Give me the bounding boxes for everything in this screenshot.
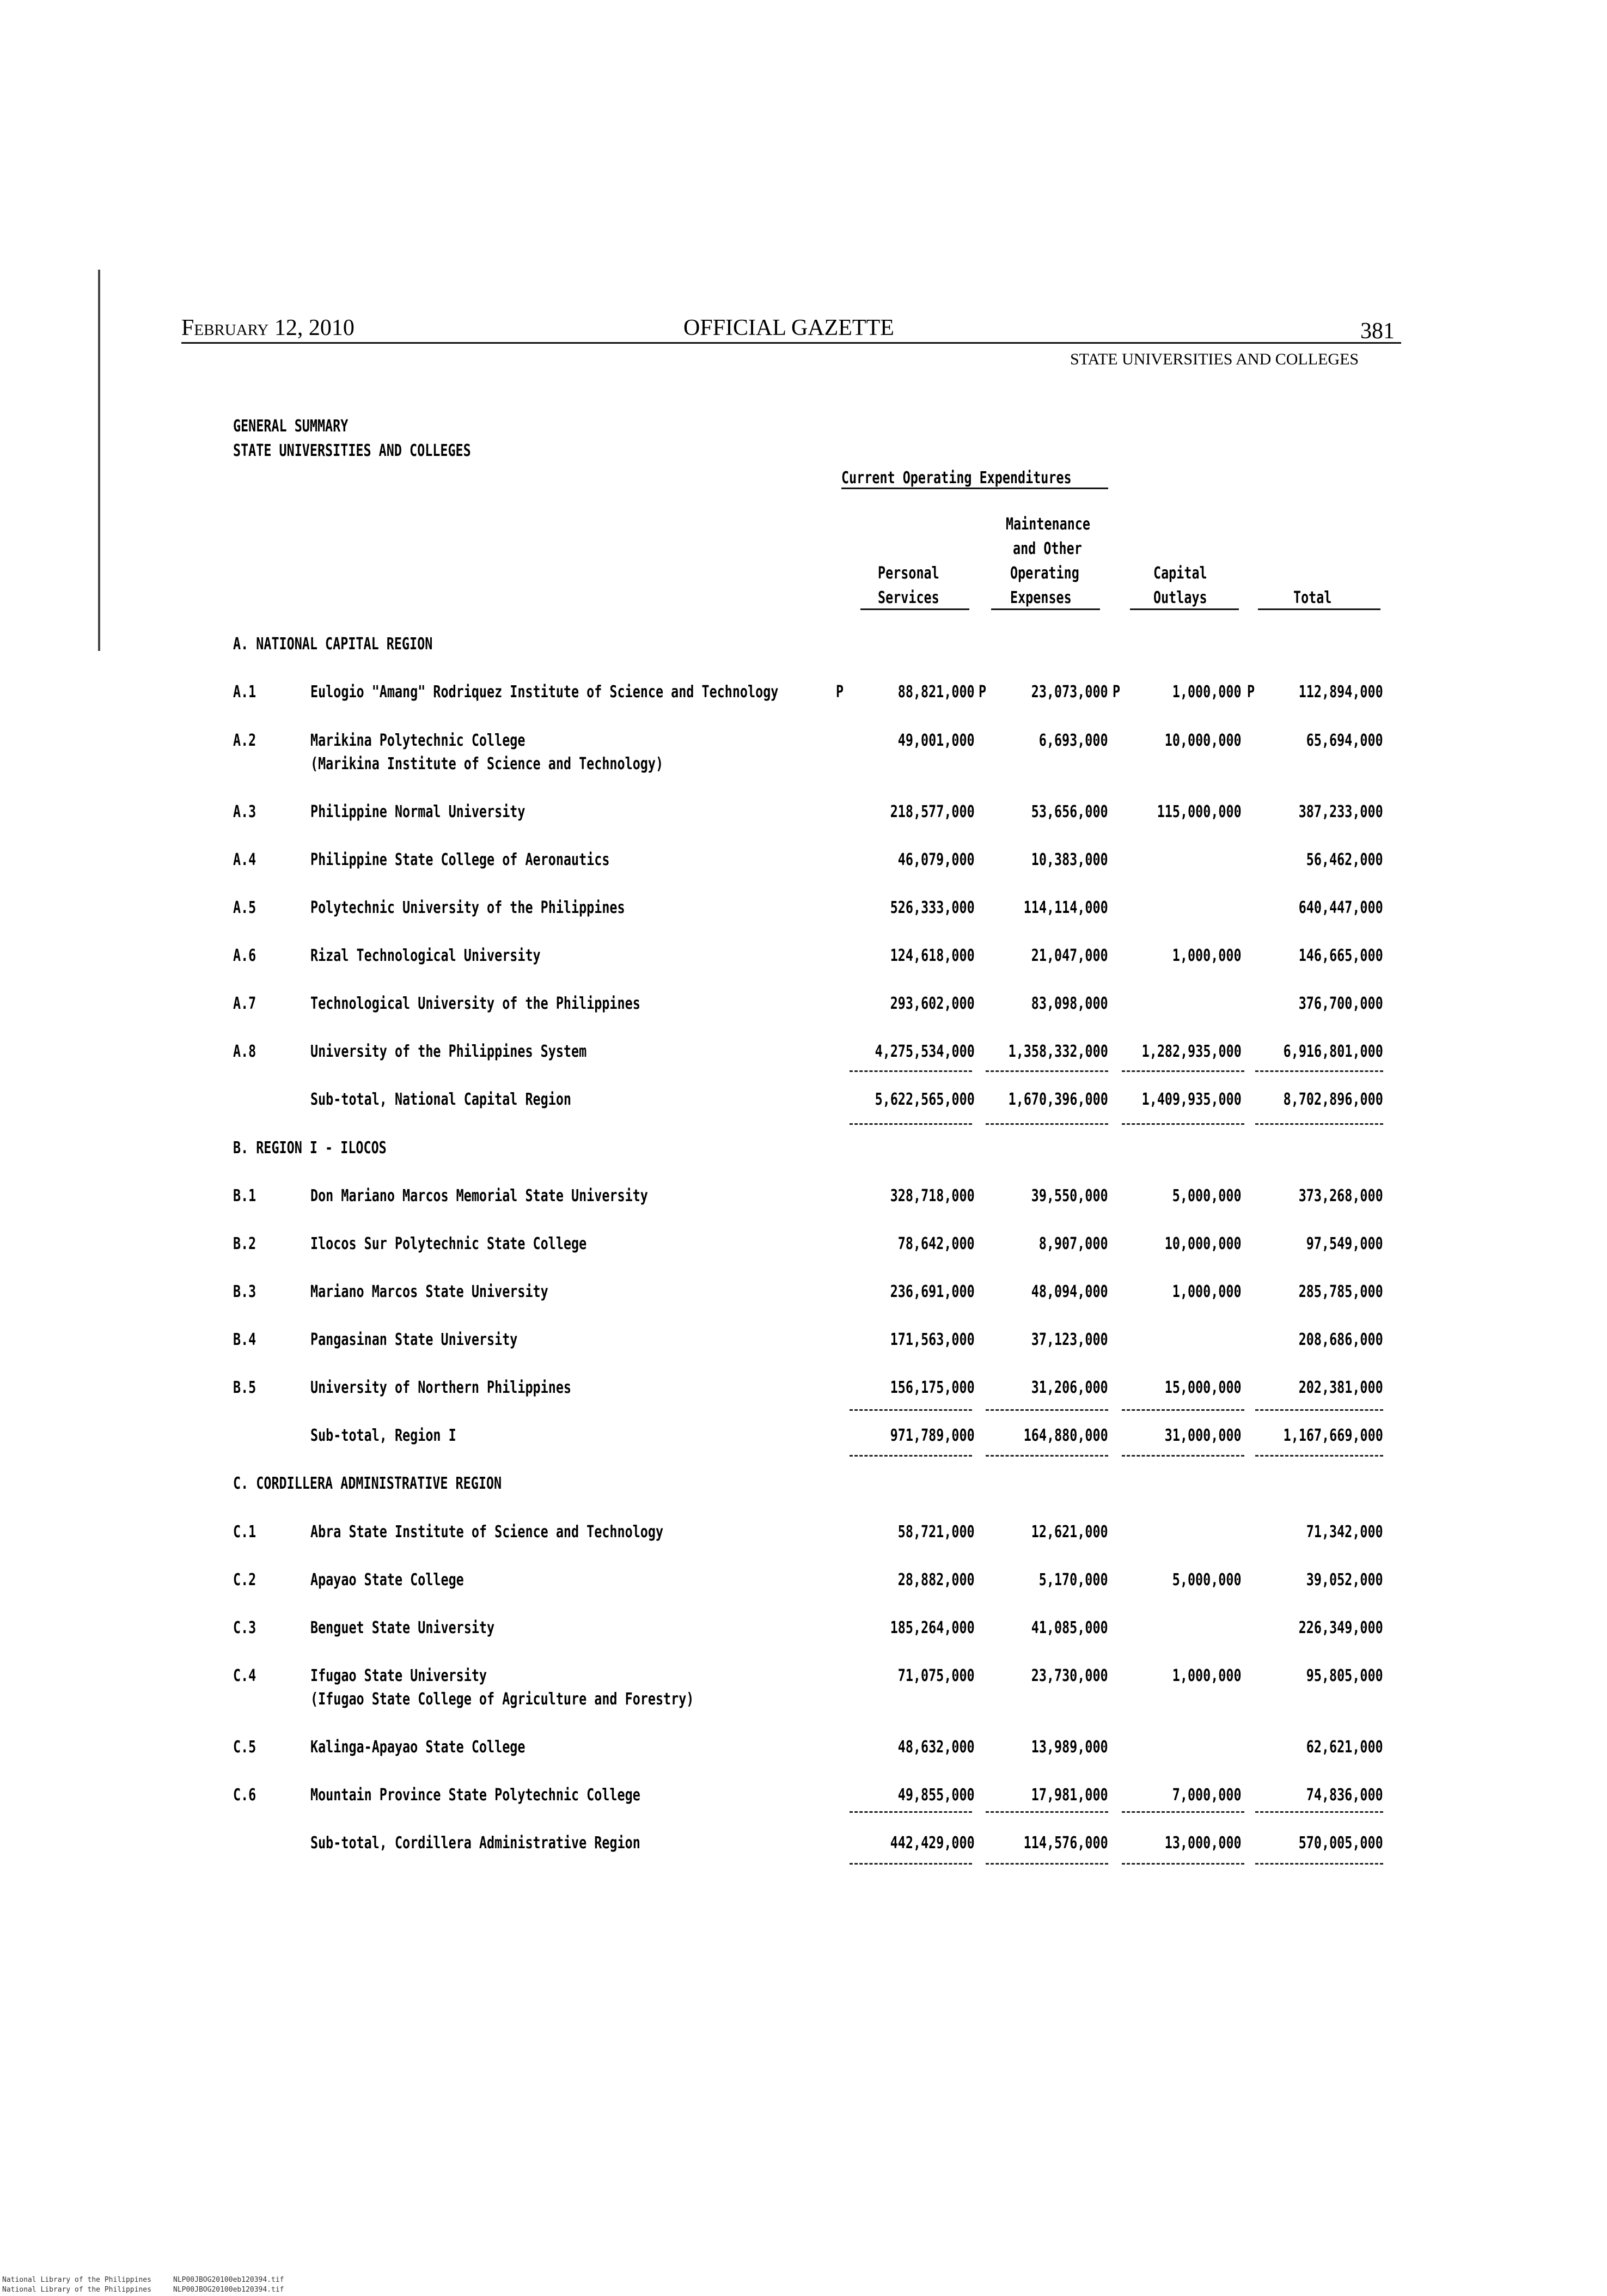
- row-code: C.6: [233, 1786, 256, 1805]
- capital-outlay-value: 1,000,000: [1172, 1282, 1242, 1301]
- col-capital-line1: Capital: [1153, 564, 1207, 583]
- mooe-value: 21,047,000: [1031, 946, 1108, 965]
- institution-name: Mariano Marcos State University: [310, 1282, 548, 1301]
- personal-services-value: 49,855,000: [898, 1786, 975, 1805]
- capital-outlay-value: 1,000,000: [1172, 683, 1242, 702]
- subtotal-rule: [986, 1863, 1108, 1865]
- row-code: C.3: [233, 1618, 256, 1637]
- subtotal-rule: [850, 1123, 972, 1125]
- row-code: C.1: [233, 1522, 256, 1542]
- row-code: B.3: [233, 1282, 256, 1301]
- capital-outlay-value: 10,000,000: [1165, 731, 1242, 750]
- institution-name: Philippine Normal University: [310, 802, 526, 821]
- total-value: 6,916,801,000: [1283, 1042, 1383, 1061]
- mooe-value: 41,085,000: [1031, 1618, 1108, 1637]
- col-mooe-line3: Operating: [1010, 564, 1079, 583]
- col-rule-personal: [860, 608, 969, 610]
- mooe-value: 5,170,000: [1039, 1570, 1108, 1589]
- total-value: 376,700,000: [1299, 994, 1383, 1013]
- personal-services-value: 185,264,000: [890, 1618, 975, 1637]
- total-value: 74,836,000: [1306, 1786, 1383, 1805]
- total-value: 640,447,000: [1299, 898, 1383, 917]
- institution-name: Polytechnic University of the Philippines: [310, 898, 625, 917]
- personal-services-value: 78,642,000: [898, 1234, 975, 1253]
- mooe-value: 83,098,000: [1031, 994, 1108, 1013]
- mooe-value: 6,693,000: [1039, 731, 1108, 750]
- total-value: 387,233,000: [1299, 802, 1383, 821]
- subtotal-mooe: 114,576,000: [1024, 1834, 1108, 1853]
- mooe-value: 37,123,000: [1031, 1330, 1108, 1349]
- mooe-value: 53,656,000: [1031, 802, 1108, 821]
- header-publication: OFFICIAL GAZETTE: [683, 315, 894, 340]
- capital-outlay-value: 1,282,935,000: [1141, 1042, 1242, 1061]
- personal-services-value: 46,079,000: [898, 850, 975, 869]
- subtotal-rule: [850, 1070, 972, 1072]
- mooe-value: 31,206,000: [1031, 1378, 1108, 1397]
- institution-name: Eulogio "Amang" Rodriquez Institute of Science and Technology: [310, 683, 779, 702]
- subtotal-rule: [850, 1455, 972, 1457]
- subtotal-rule: [986, 1123, 1108, 1125]
- group-header: Current Operating Expenditures: [841, 468, 1072, 488]
- personal-services-value: 236,691,000: [890, 1282, 975, 1301]
- peso-sign: P: [836, 683, 844, 702]
- scan-footer-filename: NLP00JBOG20100eb120394.tif: [173, 2276, 284, 2284]
- col-rule-capital: [1130, 608, 1239, 610]
- region-heading: A. NATIONAL CAPITAL REGION: [233, 635, 433, 654]
- institution-former-name: (Marikina Institute of Science and Technology): [310, 754, 664, 774]
- mooe-value: 17,981,000: [1031, 1786, 1108, 1805]
- subtotal-rule: [850, 1409, 972, 1411]
- capital-outlay-value: 1,000,000: [1172, 946, 1242, 965]
- capital-outlay-value: 5,000,000: [1172, 1186, 1242, 1205]
- personal-services-value: 71,075,000: [898, 1666, 975, 1685]
- region-heading: B. REGION I - ILOCOS: [233, 1138, 387, 1158]
- row-code: A.2: [233, 731, 256, 750]
- total-value: 62,621,000: [1306, 1738, 1383, 1757]
- institution-name: Mountain Province State Polytechnic College: [310, 1786, 640, 1805]
- subtotal-rule: [986, 1811, 1108, 1813]
- mooe-value: 39,550,000: [1031, 1186, 1108, 1205]
- subtotal-rule: [1122, 1455, 1244, 1457]
- personal-services-value: 58,721,000: [898, 1522, 975, 1542]
- scan-footer-library: National Library of the Philippines: [2, 2286, 151, 2294]
- row-code: B.5: [233, 1378, 256, 1397]
- institution-name: University of the Philippines System: [310, 1042, 587, 1061]
- personal-services-value: 526,333,000: [890, 898, 975, 917]
- subtotal-rule: [1255, 1123, 1383, 1125]
- subtotal-rule: [1255, 1070, 1383, 1072]
- total-value: 226,349,000: [1299, 1618, 1383, 1637]
- total-value: 112,894,000: [1299, 683, 1383, 702]
- personal-services-value: 124,618,000: [890, 946, 975, 965]
- capital-outlay-value: 115,000,000: [1157, 802, 1242, 821]
- personal-services-value: 171,563,000: [890, 1330, 975, 1349]
- total-value: 39,052,000: [1306, 1570, 1383, 1589]
- col-mooe-line2: and Other: [1013, 539, 1082, 558]
- total-value: 65,694,000: [1306, 731, 1383, 750]
- subtotal-rule: [850, 1811, 972, 1813]
- total-value: 71,342,000: [1306, 1522, 1383, 1542]
- row-code: C.4: [233, 1666, 256, 1685]
- institution-name: Kalinga-Apayao State College: [310, 1738, 526, 1757]
- institution-name: University of Northern Philippines: [310, 1378, 571, 1397]
- mooe-value: 23,730,000: [1031, 1666, 1108, 1685]
- subtotal-total: 570,005,000: [1299, 1834, 1383, 1853]
- mooe-value: 8,907,000: [1039, 1234, 1108, 1253]
- row-code: A.4: [233, 850, 256, 869]
- subtotal-rule: [1255, 1409, 1383, 1411]
- summary-title: GENERAL SUMMARY: [233, 417, 349, 436]
- subtotal-rule: [986, 1455, 1108, 1457]
- peso-sign: P: [979, 683, 987, 702]
- institution-name: Apayao State College: [310, 1570, 464, 1589]
- institution-name: Marikina Polytechnic College: [310, 731, 526, 750]
- group-header-rule: [841, 488, 1108, 489]
- institution-name: Philippine State College of Aeronautics: [310, 850, 610, 869]
- subtotal-capital-outlay: 13,000,000: [1165, 1834, 1242, 1853]
- total-value: 208,686,000: [1299, 1330, 1383, 1349]
- header-date: February 12, 2010: [181, 315, 355, 340]
- col-total: Total: [1293, 588, 1332, 607]
- personal-services-value: 218,577,000: [890, 802, 975, 821]
- subtotal-rule: [1122, 1070, 1244, 1072]
- header-section: STATE UNIVERSITIES AND COLLEGES: [1070, 350, 1359, 368]
- subtotal-mooe: 1,670,396,000: [1008, 1090, 1108, 1109]
- row-code: C.5: [233, 1738, 256, 1757]
- mooe-value: 48,094,000: [1031, 1282, 1108, 1301]
- col-rule-total: [1258, 608, 1380, 610]
- subtotal-personal-services: 442,429,000: [890, 1834, 975, 1853]
- scan-footer-filename: NLP00JBOG20100eb120394.tif: [173, 2286, 284, 2294]
- subtotal-personal-services: 5,622,565,000: [875, 1090, 975, 1109]
- header-rule: [181, 342, 1401, 344]
- subtotal-personal-services: 971,789,000: [890, 1426, 975, 1445]
- peso-sign: P: [1247, 683, 1255, 702]
- mooe-value: 23,073,000: [1031, 683, 1108, 702]
- binder-edge: [98, 270, 100, 651]
- subtotal-label: Sub-total, Cordillera Administrative Region: [310, 1834, 640, 1853]
- row-code: A.7: [233, 994, 256, 1013]
- subtotal-rule: [986, 1409, 1108, 1411]
- capital-outlay-value: 15,000,000: [1165, 1378, 1242, 1397]
- subtotal-mooe: 164,880,000: [1024, 1426, 1108, 1445]
- row-code: B.2: [233, 1234, 256, 1253]
- subtotal-rule: [1122, 1811, 1244, 1813]
- personal-services-value: 49,001,000: [898, 731, 975, 750]
- scan-footer-library: National Library of the Philippines: [2, 2276, 151, 2284]
- row-code: A.8: [233, 1042, 256, 1061]
- col-personal-line2: Services: [878, 588, 939, 607]
- subtotal-label: Sub-total, National Capital Region: [310, 1090, 571, 1109]
- capital-outlay-value: 5,000,000: [1172, 1570, 1242, 1589]
- row-code: B.1: [233, 1186, 256, 1205]
- total-value: 202,381,000: [1299, 1378, 1383, 1397]
- subtotal-rule: [1255, 1455, 1383, 1457]
- total-value: 373,268,000: [1299, 1186, 1383, 1205]
- institution-former-name: (Ifugao State College of Agriculture and Forestry): [310, 1690, 694, 1709]
- personal-services-value: 4,275,534,000: [875, 1042, 975, 1061]
- row-code: A.6: [233, 946, 256, 965]
- subtotal-capital-outlay: 1,409,935,000: [1141, 1090, 1242, 1109]
- total-value: 285,785,000: [1299, 1282, 1383, 1301]
- subtotal-rule: [1122, 1863, 1244, 1865]
- personal-services-value: 328,718,000: [890, 1186, 975, 1205]
- institution-name: Don Mariano Marcos Memorial State University: [310, 1186, 648, 1205]
- personal-services-value: 156,175,000: [890, 1378, 975, 1397]
- col-personal-line1: Personal: [878, 564, 939, 583]
- capital-outlay-value: 7,000,000: [1172, 1786, 1242, 1805]
- personal-services-value: 48,632,000: [898, 1738, 975, 1757]
- total-value: 146,665,000: [1299, 946, 1383, 965]
- institution-name: Rizal Technological University: [310, 946, 541, 965]
- institution-name: Ifugao State University: [310, 1666, 487, 1685]
- mooe-value: 10,383,000: [1031, 850, 1108, 869]
- col-mooe-line4: Expenses: [1010, 588, 1072, 607]
- institution-name: Ilocos Sur Polytechnic State College: [310, 1234, 587, 1253]
- peso-sign: P: [1113, 683, 1121, 702]
- header-page-number: 381: [1360, 319, 1395, 344]
- personal-services-value: 28,882,000: [898, 1570, 975, 1589]
- row-code: C.2: [233, 1570, 256, 1589]
- capital-outlay-value: 10,000,000: [1165, 1234, 1242, 1253]
- subtotal-rule: [1255, 1863, 1383, 1865]
- institution-name: Abra State Institute of Science and Technology: [310, 1522, 664, 1542]
- mooe-value: 13,989,000: [1031, 1738, 1108, 1757]
- capital-outlay-value: 1,000,000: [1172, 1666, 1242, 1685]
- personal-services-value: 293,602,000: [890, 994, 975, 1013]
- mooe-value: 1,358,332,000: [1008, 1042, 1108, 1061]
- subtotal-rule: [986, 1070, 1108, 1072]
- mooe-value: 12,621,000: [1031, 1522, 1108, 1542]
- institution-name: Pangasinan State University: [310, 1330, 518, 1349]
- subtotal-rule: [850, 1863, 972, 1865]
- institution-name: Benguet State University: [310, 1618, 495, 1637]
- row-code: A.5: [233, 898, 256, 917]
- subtotal-capital-outlay: 31,000,000: [1165, 1426, 1242, 1445]
- subtotal-rule: [1122, 1409, 1244, 1411]
- summary-subtitle: STATE UNIVERSITIES AND COLLEGES: [233, 441, 471, 460]
- institution-name: Technological University of the Philippines: [310, 994, 640, 1013]
- region-heading: C. CORDILLERA ADMINISTRATIVE REGION: [233, 1474, 502, 1493]
- total-value: 97,549,000: [1306, 1234, 1383, 1253]
- col-rule-mooe: [991, 608, 1100, 610]
- subtotal-label: Sub-total, Region I: [310, 1426, 456, 1445]
- total-value: 56,462,000: [1306, 850, 1383, 869]
- subtotal-rule: [1122, 1123, 1244, 1125]
- col-capital-line2: Outlays: [1153, 588, 1207, 607]
- mooe-value: 114,114,000: [1024, 898, 1108, 917]
- col-mooe-line1: Maintenance: [1006, 515, 1090, 534]
- personal-services-value: 88,821,000: [898, 683, 975, 702]
- subtotal-rule: [1255, 1811, 1383, 1813]
- subtotal-total: 8,702,896,000: [1283, 1090, 1383, 1109]
- row-code: B.4: [233, 1330, 256, 1349]
- row-code: A.1: [233, 683, 256, 702]
- row-code: A.3: [233, 802, 256, 821]
- total-value: 95,805,000: [1306, 1666, 1383, 1685]
- subtotal-total: 1,167,669,000: [1283, 1426, 1383, 1445]
